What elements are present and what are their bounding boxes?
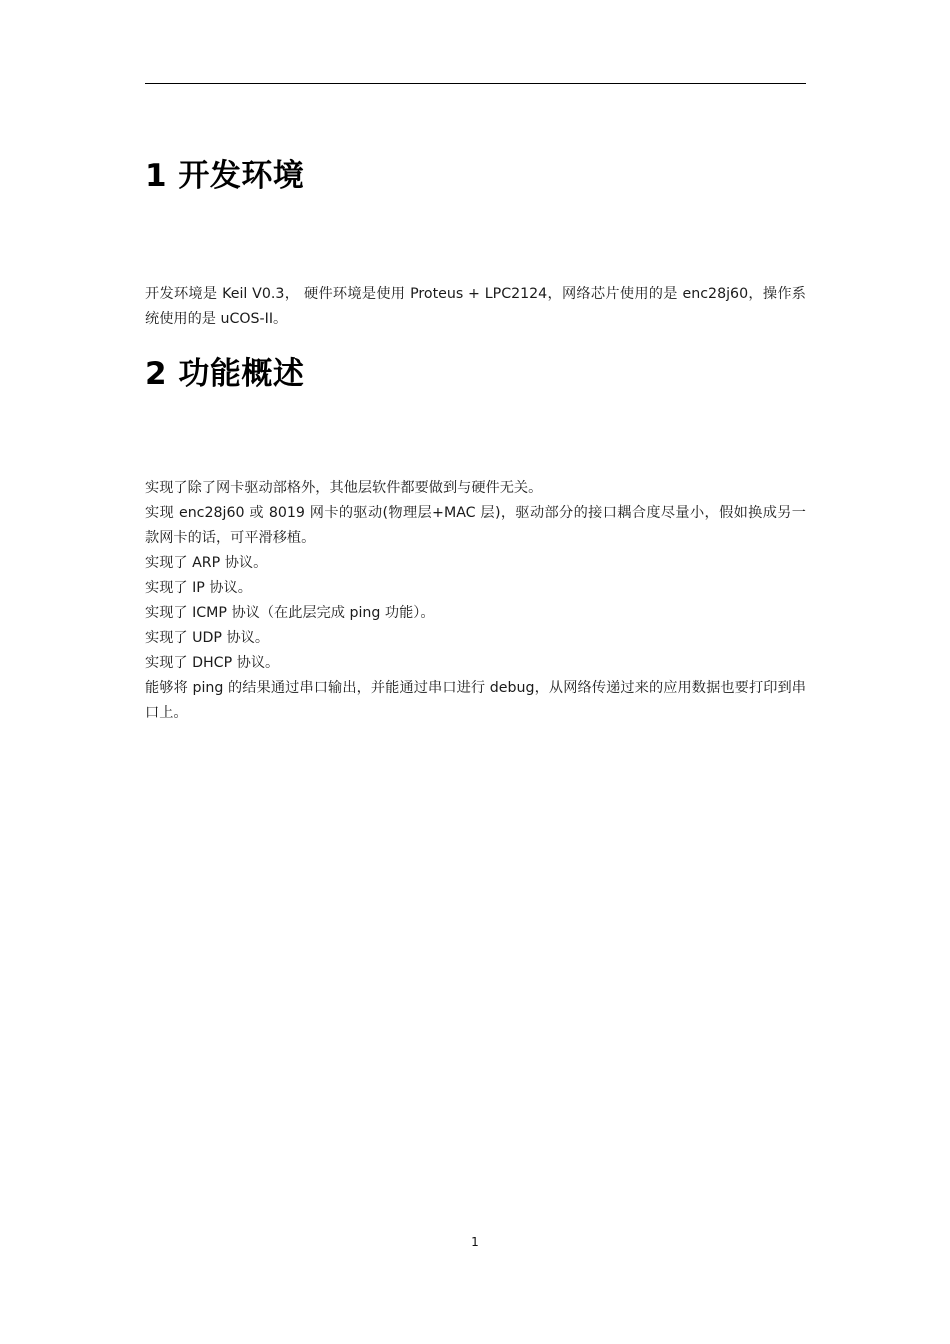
- page-number: 1: [471, 1235, 479, 1249]
- paragraph: 实现了 DHCP 协议。: [145, 655, 280, 671]
- page-content: [145, 150, 806, 726]
- section-dev-environment: [145, 150, 806, 332]
- paragraph: 实现了 UDP 协议。: [145, 630, 270, 646]
- header-rule: [145, 83, 806, 84]
- section-feature-overview: [145, 348, 806, 726]
- paragraph: 实现了除了网卡驱动部格外，其他层软件都要做到与硬件无关。: [145, 480, 543, 496]
- paragraph: 实现了 ICMP 协议（在此层完成 ping 功能）。: [145, 605, 435, 621]
- paragraph: 实现了 IP 协议。: [145, 580, 252, 596]
- paragraph: 实现了 ARP 协议。: [145, 555, 268, 571]
- paragraph: 开发环境是 Keil V0.3， 硬件环境是使用 Proteus + LPC2124，网络芯片使用的是 enc28j60，操作系统使用的是 uCOS-II。: [145, 286, 806, 327]
- section-heading: 1 开发环境: [145, 158, 305, 194]
- paragraph: 实现 enc28j60 或 8019 网卡的驱动(物理层+MAC 层)，驱动部分的接口耦合度尽量小，假如换成另一款网卡的话，可平滑移植。: [145, 505, 806, 546]
- section-heading: 2 功能概述: [145, 356, 305, 392]
- paragraph: 能够将 ping 的结果通过串口输出，并能通过串口进行 debug，从网络传递过来的应用数据也要打印到串口上。: [145, 680, 806, 721]
